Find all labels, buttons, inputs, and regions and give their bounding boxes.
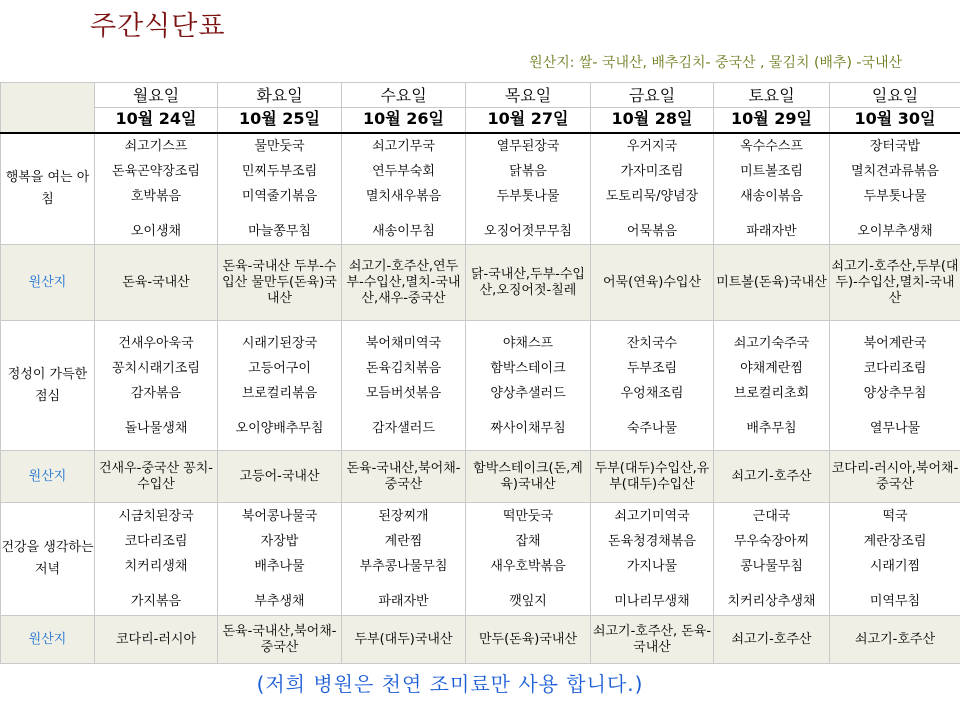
dish-item: 시금치된장국: [118, 509, 194, 524]
dish-item: 도토리묵/양념장: [605, 188, 699, 204]
menu-cell: [95, 321, 218, 451]
dish-item: 우엉채조림: [620, 385, 684, 401]
dish-item: 호박볶음: [130, 188, 182, 204]
dish-item: 모듬버섯볶음: [365, 385, 442, 401]
day-header: [342, 83, 466, 133]
origin-cell: 함박스테이크(돈,계육)국내산: [466, 451, 591, 503]
menu-cell: [342, 503, 466, 616]
origin-cell: 미트볼(돈육)국내산: [714, 245, 830, 321]
dish-item: 양상추샐러드: [490, 385, 566, 401]
dish-item: 쇠고기숙주국: [733, 335, 810, 351]
dish-item: 고등어구이: [248, 360, 311, 376]
dish-item: 꽁치시래기조림: [112, 360, 200, 376]
menu-cell: [218, 321, 342, 451]
dish-item: 숙주나물: [626, 420, 678, 436]
day-header: [466, 83, 591, 133]
day-name: 금요일: [628, 85, 676, 105]
dish-item: 미역무침: [869, 594, 921, 609]
dish-item: 북어채미역국: [365, 335, 442, 351]
dish-item: 북어계란국: [863, 335, 927, 351]
dish-item: 미트볼조림: [740, 163, 803, 179]
dish-item: 새송이볶음: [740, 188, 803, 204]
dish-item: 코다리조림: [863, 360, 927, 376]
origin-cell: 돈육-국내산,북어채-중국산: [218, 616, 342, 664]
origin-cell: 코다리-러시아,북어채-중국산: [830, 451, 960, 503]
dish-item: 감자볶음: [130, 385, 182, 401]
menu-cell: [830, 133, 960, 245]
dish-item: 떡만둣국: [502, 509, 554, 524]
dish-item: 시래기찜: [869, 559, 921, 574]
dish-item: 깻잎지: [509, 594, 547, 609]
day-date: 10월 30일: [830, 107, 960, 130]
day-header: [714, 83, 830, 133]
origin-cell: 만두(돈육)국내산: [466, 616, 591, 664]
dish-item: 쇠고기무국: [372, 138, 435, 154]
footer-note: (저희 병원은 천연 조미료만 사용 합니다.): [256, 672, 644, 696]
dish-item: 오이양배추무침: [235, 420, 324, 436]
dish-item: 오이부추생채: [857, 223, 933, 239]
dish-item: 잡채: [515, 534, 541, 549]
dish-item: 브로컬리볶음: [241, 385, 318, 401]
dish-item: 멸치새우볶음: [365, 188, 442, 204]
dish-item: 브로컬리초회: [733, 385, 810, 401]
dish-item: 무우숙장아찌: [733, 534, 810, 549]
dish-item: 닭볶음: [509, 163, 547, 179]
menu-cell: [591, 321, 714, 451]
dish-item: 파래자반: [378, 594, 429, 609]
dish-item: 연두부숙회: [372, 163, 435, 179]
dish-item: 짜사이채무침: [490, 420, 566, 436]
origin-cell: 닭-국내산,두부-수입산,오징어젓-칠레: [466, 245, 591, 321]
day-header-row: [1, 83, 960, 133]
origin-cell: 돈육-국내산: [95, 245, 218, 321]
menu-cell: [342, 133, 466, 245]
dish-item: 야채스프: [502, 335, 554, 351]
dish-item: 파래자반: [746, 223, 797, 239]
day-header: [218, 83, 342, 133]
dish-item: 열무된장국: [496, 138, 560, 154]
dish-item: 새송이무침: [372, 223, 435, 239]
dish-item: 치커리상추생채: [727, 594, 816, 609]
dish-item: 가지나물: [626, 559, 678, 574]
day-name: 수요일: [380, 85, 427, 105]
menu-cell: [714, 133, 830, 245]
origin-cell: 어묵(연육)수입산: [591, 245, 714, 321]
day-name: 화요일: [256, 85, 303, 105]
menu-cell: [830, 321, 960, 451]
menu-cell: [342, 321, 466, 451]
dish-item: 치커리생채: [124, 559, 188, 574]
dish-item: 돈육청경채볶음: [608, 534, 696, 549]
dish-item: 시래기된장국: [241, 335, 318, 351]
dish-item: 가자미조림: [620, 163, 684, 179]
menu-cell: [591, 133, 714, 245]
origin-cell: 돈육-국내산,북어채-중국산: [342, 451, 466, 503]
dish-item: 북어콩나물국: [241, 509, 318, 524]
dish-item: 부추생채: [254, 594, 305, 609]
origin-cell: 쇠고기-호주산,연두부-수입산,멸치-국내산,새우-중국산: [342, 245, 466, 321]
origin-cell: 돈육-국내산 두부-수입산 물만두(돈육)국내산: [218, 245, 342, 321]
dish-item: 오징어젓무무침: [484, 223, 572, 239]
dish-item: 돌나물생채: [124, 420, 188, 436]
dish-item: 돈육김치볶음: [365, 360, 442, 376]
dish-item: 어묵볶음: [626, 223, 678, 239]
dish-item: 함박스테이크: [490, 360, 566, 376]
dish-item: 자장밥: [260, 534, 299, 549]
meal-label: 행복을 여는 아침: [1, 133, 95, 245]
dish-item: 부추콩나물무침: [359, 559, 448, 574]
menu-cell: [714, 321, 830, 451]
dish-item: 민찌두부조림: [241, 163, 318, 179]
dish-item: 콩나물무침: [740, 559, 803, 574]
dish-item: 쇠고기미역국: [614, 509, 690, 524]
dish-item: 오이생채: [130, 223, 182, 239]
meal-row: [1, 503, 960, 616]
dish-item: 멸치견과류볶음: [851, 163, 939, 179]
menu-cell: [466, 503, 591, 616]
dish-item: 계란찜: [384, 534, 423, 549]
origin-cell: 쇠고기-호주산, 돈육-국내산: [591, 616, 714, 664]
day-name: 일요일: [871, 85, 919, 105]
origin-label: 원산지: [1, 451, 95, 503]
origin-row: [1, 616, 960, 664]
origin-cell: 쇠고기-호주산: [714, 451, 830, 503]
dish-item: 쇠고기스프: [124, 138, 188, 154]
dish-item: 돈육곤약장조림: [112, 163, 200, 179]
day-name: 월요일: [132, 85, 180, 105]
dish-item: 떡국: [882, 509, 908, 524]
origin-cell: 두부(대두)국내산: [342, 616, 466, 664]
dish-item: 열무나물: [869, 420, 921, 436]
dish-item: 된장찌개: [378, 509, 429, 524]
origin-label: 원산지: [1, 616, 95, 664]
origin-cell: 코다리-러시아: [95, 616, 218, 664]
dish-item: 마늘쫑무침: [248, 223, 311, 239]
day-date: 10월 25일: [218, 107, 341, 130]
origin-label: 원산지: [1, 245, 95, 321]
day-date: 10월 24일: [95, 107, 217, 130]
origin-cell: 고등어-국내산: [218, 451, 342, 503]
dish-item: 두부톳나물: [496, 188, 560, 204]
meal-row: [1, 133, 960, 245]
meal-row: [1, 321, 960, 451]
day-date: 10월 28일: [591, 107, 713, 130]
dish-item: 새우호박볶음: [490, 559, 566, 574]
origin-cell: 쇠고기-호주산: [714, 616, 830, 664]
day-date: 10월 27일: [466, 107, 590, 130]
dish-item: 가지볶음: [130, 594, 182, 609]
day-date: 10월 29일: [714, 107, 829, 130]
dish-item: 근대국: [752, 509, 791, 524]
dish-item: 옥수수스프: [740, 138, 803, 154]
dish-item: 두부조림: [626, 360, 678, 376]
origin-row: [1, 245, 960, 321]
day-name: 토요일: [748, 85, 795, 105]
menu-cell: [218, 133, 342, 245]
menu-cell: [830, 503, 960, 616]
dish-item: 미역줄기볶음: [241, 188, 318, 204]
menu-cell: [591, 503, 714, 616]
dish-item: 계란장조림: [863, 534, 927, 549]
dish-item: 두부톳나물: [863, 188, 927, 204]
day-header: [591, 83, 714, 133]
dish-item: 배추나물: [254, 559, 305, 574]
menu-cell: [466, 133, 591, 245]
dish-item: 양상추무침: [863, 385, 927, 401]
dish-item: 물만둣국: [254, 138, 305, 154]
day-header: [830, 83, 960, 133]
dish-item: 배추무침: [746, 420, 797, 436]
corner-cell: [1, 83, 95, 133]
menu-cell: [714, 503, 830, 616]
dish-item: 코다리조림: [124, 534, 188, 549]
meal-label: 정성이 가득한 점심: [1, 321, 95, 451]
menu-cell: [218, 503, 342, 616]
dish-item: 미나리무생채: [614, 594, 690, 609]
dish-item: 건새우아욱국: [118, 335, 194, 351]
origin-row: [1, 451, 960, 503]
weekly-menu-table: [0, 82, 960, 664]
dish-item: 감자샐러드: [372, 420, 435, 436]
page-title: 주간식단표: [90, 11, 226, 42]
day-date: 10월 26일: [342, 107, 465, 130]
origin-cell: 쇠고기-호주산,두부(대두)-수입산,멸치-국내산: [830, 245, 960, 321]
origin-cell: 두부(대두)수입산,유부(대두)수입산: [591, 451, 714, 503]
dish-item: 잔치국수: [626, 335, 678, 351]
dish-item: 우거지국: [626, 138, 678, 154]
origin-note: 원산지: 쌀- 국내산, 배추김치- 중국산 , 물김치 (배추) -국내산: [529, 55, 902, 71]
day-name: 목요일: [504, 85, 552, 105]
menu-cell: [466, 321, 591, 451]
day-header: [95, 83, 218, 133]
meal-label: 건강을 생각하는 저녁: [1, 503, 95, 616]
menu-cell: [95, 133, 218, 245]
menu-cell: [95, 503, 218, 616]
dish-item: 야채계란찜: [740, 360, 803, 376]
origin-cell: 쇠고기-호주산: [830, 616, 960, 664]
origin-cell: 건새우-중국산 꽁치-수입산: [95, 451, 218, 503]
dish-item: 장터국밥: [869, 138, 921, 154]
